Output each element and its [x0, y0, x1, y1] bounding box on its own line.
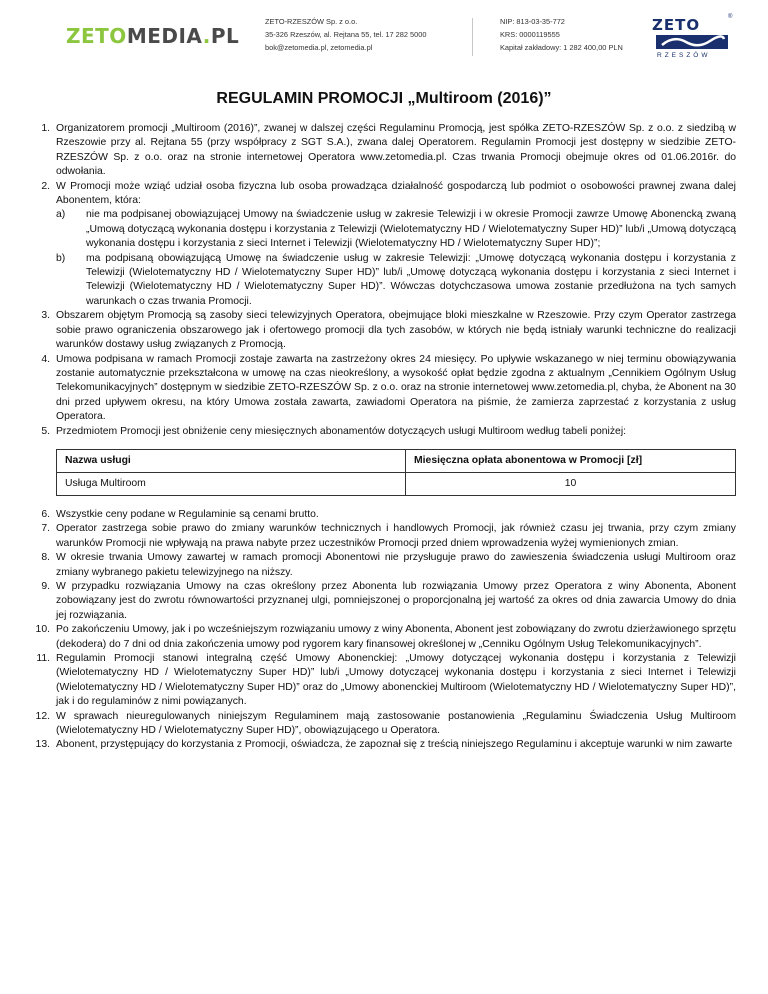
- company-registry-block: [500, 15, 623, 54]
- regulation-item: [36, 522, 736, 551]
- regulations-list-part2: [36, 508, 736, 753]
- regulation-item: [36, 738, 736, 752]
- subitem-text: ma podpisaną obowiązującą Umowę na świadczenie usług w zakresie Telewizji: „Umowę dotyczącą wykonania dostępu i korzystania z Telewizji (Wielotematyczny HD / Wielotematyczny Super HD)” lub/i „Umowę dotyczącą wykonania dostępu i korzystania z sieci Internet i Telewizji (Wielotematyczny HD / Wielotematyczny Super HD)”. Wówczas dotychczasowa umowa zostanie przedłużona na tych samych warunkach o czas trwania Promocji.: [86, 252, 736, 307]
- column-header-fee: Miesięczna opłata abonentowa w Promocji [zł]: [406, 449, 736, 472]
- column-header-service: Nazwa usługi: [57, 449, 406, 472]
- item-text: Wszystkie ceny podane w Regulaminie są cenami brutto.: [56, 508, 319, 520]
- company-contact: bok@zetomedia.pl, zetomedia.pl: [265, 43, 373, 52]
- regulation-item: [36, 580, 736, 623]
- company-capital: Kapitał zakładowy: 1 282 400,00 PLN: [500, 43, 623, 52]
- item-text: Umowa podpisana w ramach Promocji zostaje zawarta na zastrzeżony okres 24 miesięcy. Po upływie wskazanego w niej terminu obowiązywania zostanie automatycznie przekształcona w umowę na czas nieokreślony, a wysokość opłat będzie zgodna z aktualnym „Cennikiem Ogólnym Usług Telekomunikacyjnych” dostępnym w siedzibie ZETO-RZESZÓW Sp. z o.o. oraz na stronie internetowej www.zetomedia.pl, chyba, że Abonent na 30 dni przed upływem okresu, na który Umowa została zawarta, zawiadomi Operatora na piśmie, że zamierza zaprzestać z korzystania z usług Operatora.: [56, 353, 736, 423]
- item-text: W okresie trwania Umowy zawartej w ramach promocji Abonentowi nie przysługuje prawo do zawieszenia świadczenia usługi Multiroom oraz zmiany wybranego pakietu telewizyjnego na niższy.: [56, 552, 736, 578]
- regulation-item: [36, 508, 736, 522]
- letterhead: [0, 0, 768, 75]
- subitem-letter: a): [56, 209, 66, 221]
- regulation-item: [36, 551, 736, 580]
- zeto-rzeszow-logo: [652, 16, 732, 64]
- item-text: Przedmiotem Promocji jest obniżenie ceny miesięcznych abonamentów dotyczących usługi Multiroom według tabeli poniżej:: [56, 425, 627, 437]
- item-number: 11.: [36, 653, 50, 664]
- regulation-item: [36, 122, 736, 180]
- item-text: Operator zastrzega sobie prawo do zmiany warunków technicznych i handlowych Promocji, jak również czasu jej trwania, przy czym zmiany warunków Promocji nie wpływają na prawa nabyte przez uczestników Promocji przed dniem wprowadzenia wyżej wymienionych zmian.: [56, 523, 736, 549]
- regulation-item: [36, 309, 736, 352]
- logo-part-dot: .: [202, 24, 211, 48]
- item-number: 2.: [41, 180, 50, 192]
- zeto-wordmark: ZETO: [652, 16, 701, 34]
- regulations-list-part1: [36, 122, 736, 439]
- regulations-body: [36, 122, 736, 753]
- item-number: 3.: [41, 310, 50, 322]
- item-number: 5.: [41, 425, 50, 437]
- item-text: Regulamin Promocji stanowi integralną część Umowy Abonenckiej: „Umowy dotyczącej wykonania dostępu i korzystania z Telewizji (Wielotematyczny HD / Wielotematyczny Super HD)” lub/i „Umowy dotyczącej wykonania dostępu i korzystania z sieci Internet i Telewizji (Wielotematyczny HD / Wielotematyczny Super HD)” oraz do „Umowy abonenckiej Multiroom (Wielotematyczny HD / Wielotematyczny Super HD)”, jak i do regulaminów z nimi powiązanych.: [56, 653, 736, 708]
- regulation-subitem: [56, 208, 736, 251]
- item-text: W sprawach nieuregulowanych niniejszym Regulaminem mają zastosowanie postanowienia „Regulaminu Świadczenia Usług Multiroom (Wielotematyczny HD / Wielotematyczny Super HD)”, obowiązującego u Operatora.: [56, 710, 736, 737]
- logo-part-media: MEDIA: [126, 24, 203, 48]
- item-number: 12.: [35, 710, 50, 722]
- cell-service-name: Usługa Multiroom: [57, 472, 406, 495]
- regulation-item: [36, 180, 736, 310]
- item-number: 8.: [41, 552, 50, 564]
- item-text: Obszarem objętym Promocją są zasoby sieci telewizyjnych Operatora, obejmujące bloki mieszkalne w Rzeszowie. Przy czym Operator zastrzega sobie prawo ograniczenia obszarowego jak i ofertowego promocji dla tych zasobów, w których nie będą istniały warunki techniczne do realizacji warunków dostawy usług związanych z Promocją.: [56, 310, 736, 351]
- table-row: [57, 472, 736, 495]
- regulation-sublist: [56, 208, 736, 309]
- logo-part-pl: PL: [210, 24, 240, 48]
- regulation-item: [36, 353, 736, 425]
- regulation-item: [36, 710, 736, 739]
- cell-fee-value: 10: [406, 472, 736, 495]
- company-address: 35-326 Rzeszów, al. Rejtana 55, tel. 17 282 5000: [265, 30, 427, 39]
- item-number: 13.: [35, 739, 50, 751]
- zetomedia-logo: [66, 24, 239, 48]
- company-name: ZETO-RZESZÓW Sp. z o.o.: [265, 17, 358, 26]
- item-number: 4.: [41, 353, 50, 365]
- item-number: 9.: [41, 580, 50, 592]
- item-text: Abonent, przystępujący do korzystania z Promocji, oświadcza, że zapoznał się z treścią niniejszego Regulaminu i akceptuje warunki w nim zawarte: [56, 739, 733, 751]
- item-number: 6.: [41, 508, 50, 520]
- item-number: 10.: [35, 624, 50, 636]
- logo-part-zeto: ZETO: [66, 24, 127, 48]
- company-nip: NIP: 813-03-35-772: [500, 17, 565, 26]
- subitem-text: nie ma podpisanej obowiązującej Umowy na świadczenie usług w zakresie Telewizji i w okresie Promocji zawrze Umowę Abonencką zwaną „Umową dotyczącą wykonania dostępu i korzystania z Telewizji (Wielotematyczny HD / Wielotematyczny Super HD)” lub/i „Umową dotyczącą wykonania dostępu i korzystania z sieci Internet i Telewizji (Wielotematyczny HD / Wielotematyczny Super HD)”;: [86, 209, 736, 250]
- company-address-block: [265, 15, 426, 54]
- company-krs: KRS: 0000119555: [500, 30, 560, 39]
- regulation-subitem: [56, 252, 736, 310]
- item-text: Organizatorem promocji „Multiroom (2016)”, zwanej w dalszej części Regulaminu Promocją, jest spółka ZETO-RZESZÓW Sp. z o.o. z siedzibą w Rzeszowie przy al. Rejtana 55 (przy współpracy z SGT S.A.), zwana dalej Operatorem. Regulamin Promocji jest dostępny w siedzibie ZETO-RZESZÓW Sp. z o.o. oraz na stronie internetowej Operatora www.zetomedia.pl. Czas trwania Promocji obejmuje okres od 01.06.2016r. do odwołania.: [56, 123, 736, 178]
- item-number: 7.: [41, 523, 50, 535]
- regulation-item: [36, 623, 736, 652]
- fee-table: [56, 449, 736, 496]
- registered-mark: ®: [728, 14, 733, 20]
- document-title: REGULAMIN PROMOCJI „Multiroom (2016)”: [216, 90, 552, 107]
- item-text: Po zakończeniu Umowy, jak i po wcześniejszym rozwiązaniu umowy z winy Abonenta, Abonent jest zobowiązany do zwrotu dzierżawionego sprzętu (dekodera) do 7 dni od dnia zakończenia umowy pod rygorem kary finansowej określonej w „Cenniku Ogólnym Usług Telekomunikacyjnych”.: [56, 624, 736, 650]
- zeto-wave-icon: [656, 35, 728, 49]
- logo-city: RZESZÓW: [657, 52, 711, 59]
- table-header-row: [57, 449, 736, 472]
- header-divider: [472, 18, 473, 56]
- item-text: W Promocji może wziąć udział osoba fizyczna lub osoba prowadząca działalność gospodarczą lub podmiot o osobowości prawnej zwana dalej Abonentem, która:: [56, 180, 736, 207]
- item-text: W przypadku rozwiązania Umowy na czas określony przez Abonenta lub rozwiązania Umowy przez Operatora z winy Abonenta, Abonent zobowiązany jest do zwrotu równowartości przyznanej ulgi, pomniejszonej o proporcjonalną jej wartość za okres od dnia zawarcia Umowy do dnia jej rozwiązania.: [56, 580, 736, 621]
- regulation-item: [36, 652, 736, 710]
- regulation-item: [36, 425, 736, 439]
- subitem-letter: b): [56, 252, 66, 264]
- item-number: 1.: [41, 123, 50, 134]
